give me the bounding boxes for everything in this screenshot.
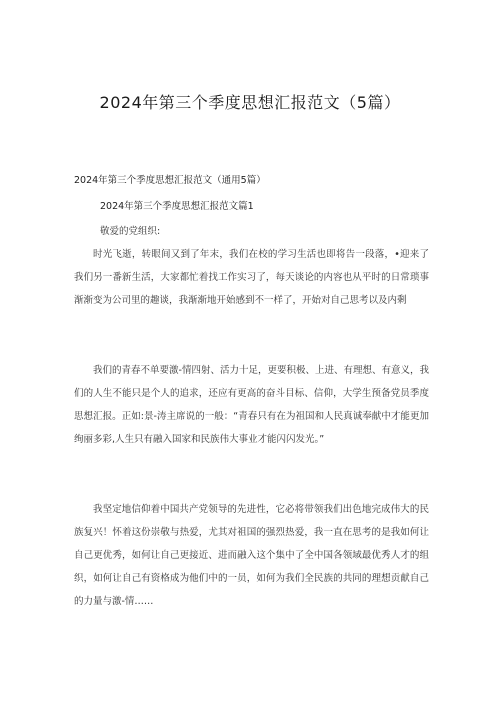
paragraph-2: 我们的青春不单要激-情四射、活力十足，更要积极、上进、有理想、有意义，我们的人生不能只是个人的追求，还应有更高的奋斗目标、信仰，大学生预备党员季度思想汇报。正如:景-涛主席说的一般：“青春只有在为祖国和人民真诚奉献中才能更加绚丽多彩,人生只有融入国家和民族伟大事业才能闪闪发光。” — [74, 365, 429, 445]
paragraph-3: 我坚定地信仰着中国共产党领导的先进性，它必将带领我们出色地完成伟大的民族复兴！怀着这份崇敬与热爱，尤其对祖国的强烈热爱，我一直在思考的是我如何让自己更优秀，如何让自己更接近、进而融入这个集中了全中国各领域最优秀人才的组织，如何让自己有资格成为他们中的一员，如何为我们全民族的共同的理想贡献自己的力量与激-情…… — [74, 504, 429, 607]
document-subtitle: 2024年第三个季度思想汇报范文（通用5篇） — [74, 175, 266, 186]
paragraph-1: 时光飞逝，转眼间又到了年末，我们在校的学习生活也即将告一段落，•迎来了我们另一番新生活，大家都忙着找工作实习了，每天谈论的内容也从平时的日常琐事渐渐变为公司里的趣谈，我渐渐地开始感到不一样了，开始对自己思考以及内剩 — [74, 249, 429, 306]
document-title: 2024年第三个季度思想汇报范文（5篇） — [99, 93, 401, 112]
article-title: 2024年第三个季度思想汇报范文篇1 — [100, 201, 254, 212]
greeting: 敬爱的党组织: — [100, 226, 161, 237]
